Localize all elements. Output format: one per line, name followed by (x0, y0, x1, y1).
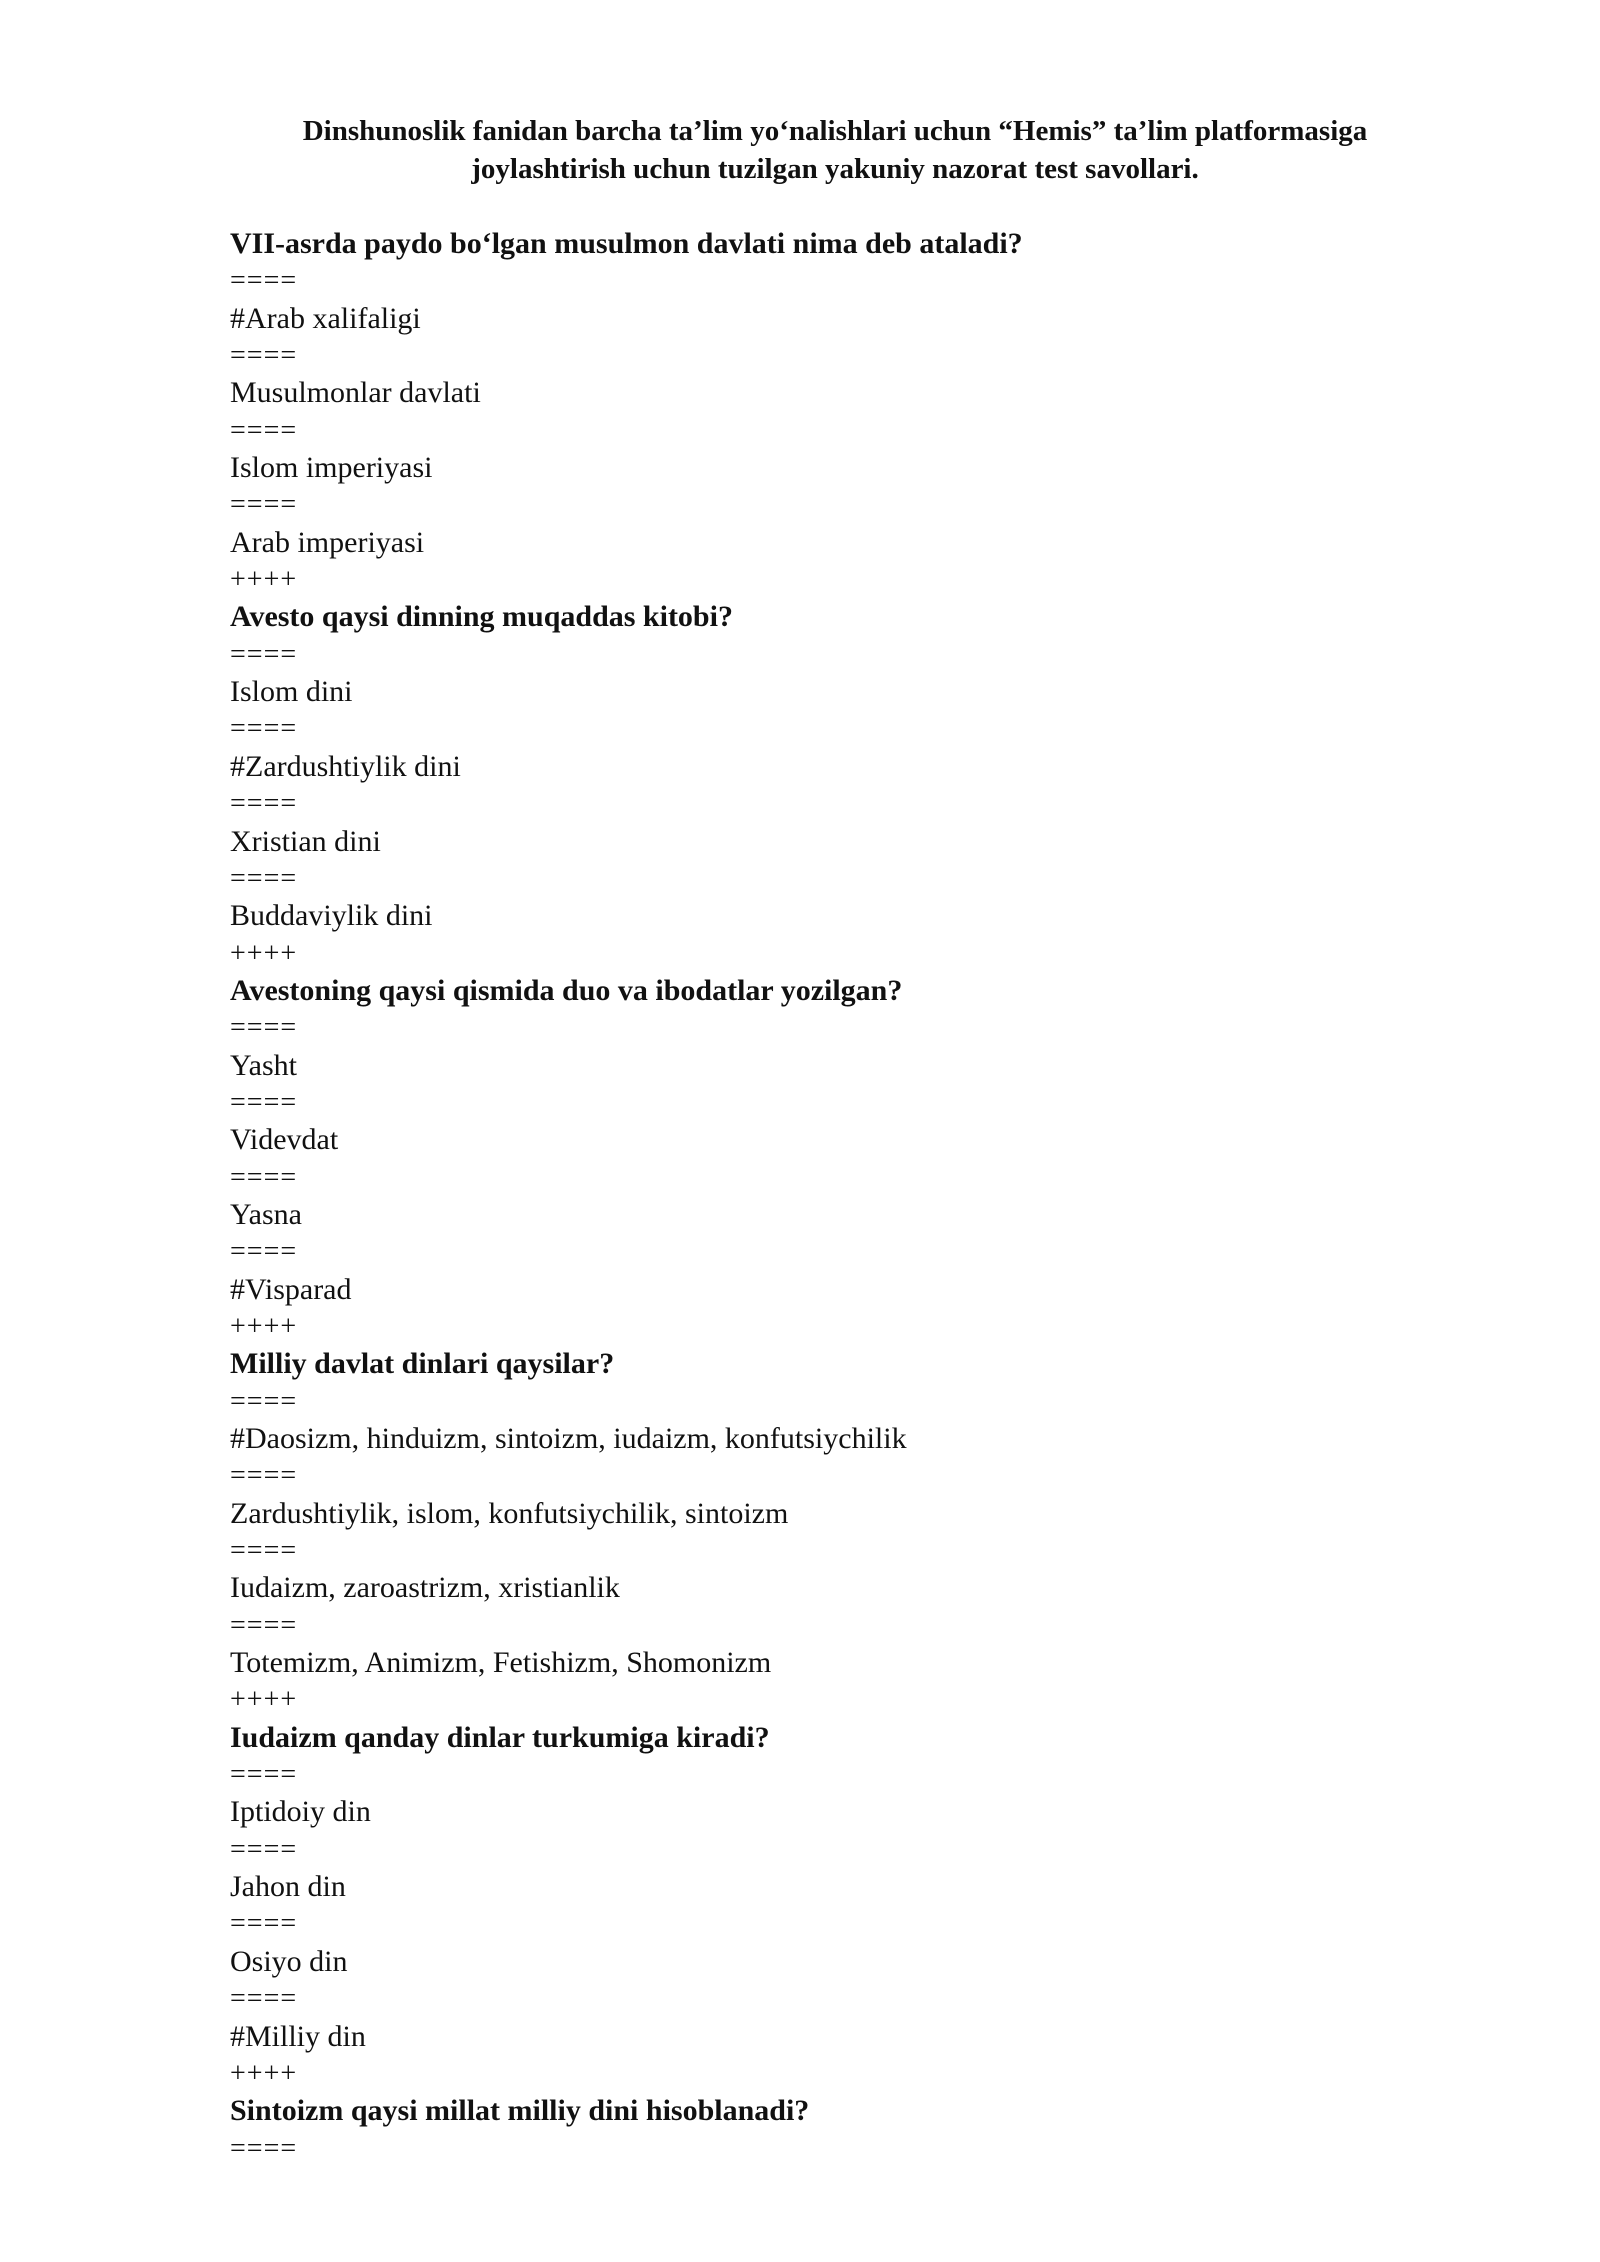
title-line-2: joylashtirish uchun tuzilgan yakuniy nazorat test savollari. (471, 153, 1199, 185)
answer-option: Islom imperiyasi (230, 451, 433, 485)
option-separator: ==== (230, 713, 298, 745)
option-separator: ==== (230, 2132, 298, 2164)
answer-option: Arab imperiyasi (230, 525, 425, 559)
answer-option: Musulmonlar davlati (230, 376, 481, 410)
option-separator: ==== (230, 1759, 298, 1791)
question-text: Avesto qaysi dinning muqaddas kitobi? (230, 600, 733, 634)
answer-option: #Milliy din (230, 2019, 366, 2053)
option-separator: ==== (230, 1609, 298, 1641)
option-separator: ==== (230, 788, 298, 820)
option-separator: ==== (230, 638, 298, 670)
title-line-1: Dinshunoslik fanidan barcha ta’lim yo‘nalishlari uchun “Hemis” ta’lim platformasiga (302, 115, 1368, 147)
option-separator: ==== (230, 1908, 298, 1940)
answer-option: Zardushtiylik, islom, konfutsiychilik, sintoizm (230, 1496, 789, 1530)
answer-option: Islom dini (230, 675, 353, 709)
answer-option: Osiyo din (230, 1944, 348, 1978)
document-title (230, 112, 1440, 188)
option-separator: ==== (230, 1236, 298, 1268)
answer-option: Yasht (230, 1048, 297, 1082)
answer-option: Xristian dini (230, 824, 381, 858)
question-end-marker: ++++ (230, 1310, 298, 1342)
option-separator: ==== (230, 265, 298, 297)
answer-option: Iudaizm, zaroastrizm, xristianlik (230, 1571, 620, 1605)
option-separator: ==== (230, 1833, 298, 1865)
option-separator: ==== (230, 489, 298, 521)
question-end-marker: ++++ (230, 1684, 298, 1716)
question-text: Sintoizm qaysi millat milliy dini hisoblanadi? (230, 2094, 810, 2128)
answer-option: Iptidoiy din (230, 1795, 371, 1829)
question-text: Iudaizm qanday dinlar turkumiga kiradi? (230, 1720, 770, 1754)
answer-option: #Daosizm, hinduizm, sintoizm, iudaizm, konfutsiychilik (230, 1422, 907, 1455)
test-questions (230, 225, 1430, 2167)
question-end-marker: ++++ (230, 937, 298, 969)
answer-option: Buddaviylik dini (230, 899, 433, 933)
option-separator: ==== (230, 1460, 298, 1492)
option-separator: ==== (230, 1385, 298, 1417)
answer-option: Jahon din (230, 1870, 346, 1904)
question-end-marker: ++++ (230, 2057, 298, 2089)
option-separator: ==== (230, 1983, 298, 2015)
option-separator: ==== (230, 1086, 298, 1118)
question-end-marker: ++++ (230, 564, 298, 596)
option-separator: ==== (230, 1161, 298, 1193)
answer-option: #Arab xalifaligi (230, 301, 421, 335)
option-separator: ==== (230, 1535, 298, 1567)
option-separator: ==== (230, 340, 298, 372)
answer-option: Yasna (230, 1197, 302, 1231)
answer-option: Videvdat (230, 1123, 339, 1157)
option-separator: ==== (230, 1012, 298, 1044)
option-separator: ==== (230, 414, 298, 446)
answer-option: #Visparad (230, 1272, 352, 1306)
question-text: VII-asrda paydo bo‘lgan musulmon davlati nima deb ataladi? (230, 227, 1023, 260)
answer-option: Totemizm, Animizm, Fetishizm, Shomonizm (230, 1646, 772, 1680)
answer-option: #Zardushtiylik dini (230, 749, 461, 783)
question-text: Milliy davlat dinlari qaysilar? (230, 1347, 615, 1381)
question-text: Avestoning qaysi qismida duo va ibodatlar yozilgan? (230, 973, 903, 1007)
option-separator: ==== (230, 862, 298, 894)
